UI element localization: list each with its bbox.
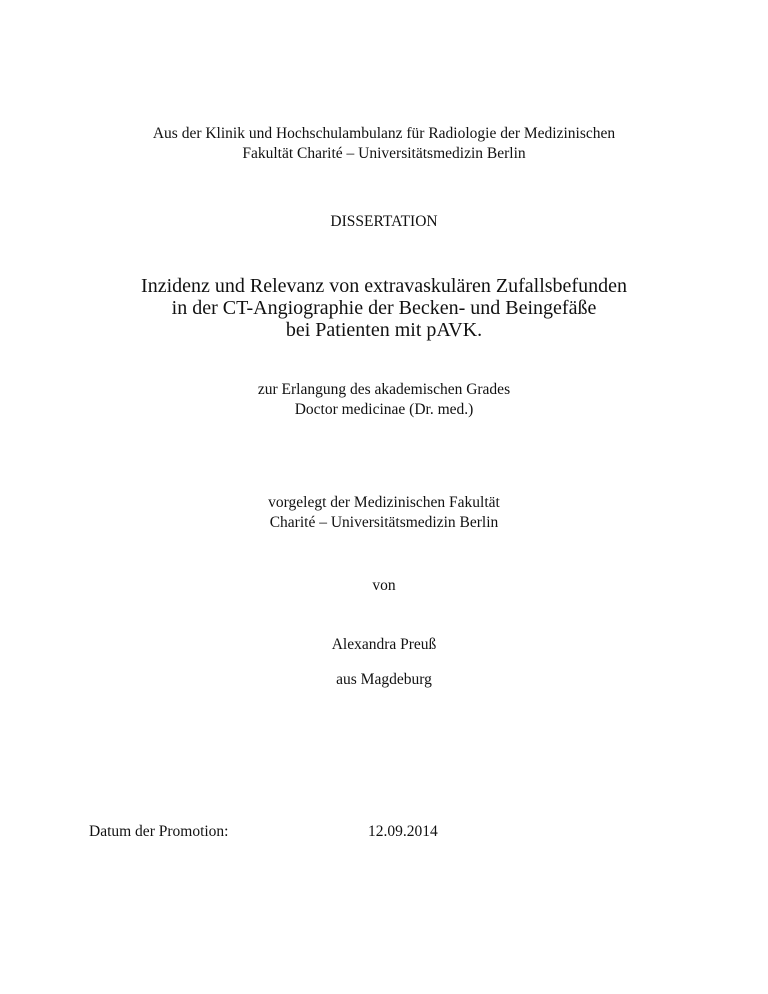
- degree-statement: [0, 380, 768, 420]
- author-name-text: Alexandra Preuß: [331, 636, 437, 653]
- title-line-2: in der CT-Angiographie der Becken- und Beingefäße: [171, 297, 597, 319]
- by-label: [0, 576, 768, 596]
- by-label-text: von: [372, 577, 396, 594]
- author-origin-text: aus Magdeburg: [336, 671, 432, 688]
- title-line-1: Inzidenz und Relevanz von extravaskulären Zufallsbefunden: [141, 275, 627, 297]
- submission-statement: [0, 493, 768, 533]
- author-origin: [0, 670, 768, 690]
- institution-line-1: Aus der Klinik und Hochschulambulanz für Radiologie der Medizinischen: [152, 125, 616, 142]
- document-type: [0, 212, 768, 232]
- degree-line-2: Doctor medicinae (Dr. med.): [294, 401, 474, 418]
- author-name: [0, 635, 768, 655]
- institution-header: [0, 124, 768, 164]
- degree-line-1: zur Erlangung des akademischen Grades: [257, 381, 511, 398]
- promotion-date-value: 12.09.2014: [368, 823, 438, 840]
- dissertation-title: [0, 275, 768, 341]
- title-line-3: bei Patienten mit pAVK.: [285, 319, 483, 341]
- submitted-line-1: vorgelegt der Medizinischen Fakultät: [268, 494, 500, 511]
- promotion-date-label: Datum der Promotion:: [89, 823, 229, 840]
- submitted-line-2: Charité – Universitätsmedizin Berlin: [269, 514, 499, 531]
- institution-line-2: Fakultät Charité – Universitätsmedizin Berlin: [242, 145, 526, 162]
- document-type-label: DISSERTATION: [330, 213, 438, 230]
